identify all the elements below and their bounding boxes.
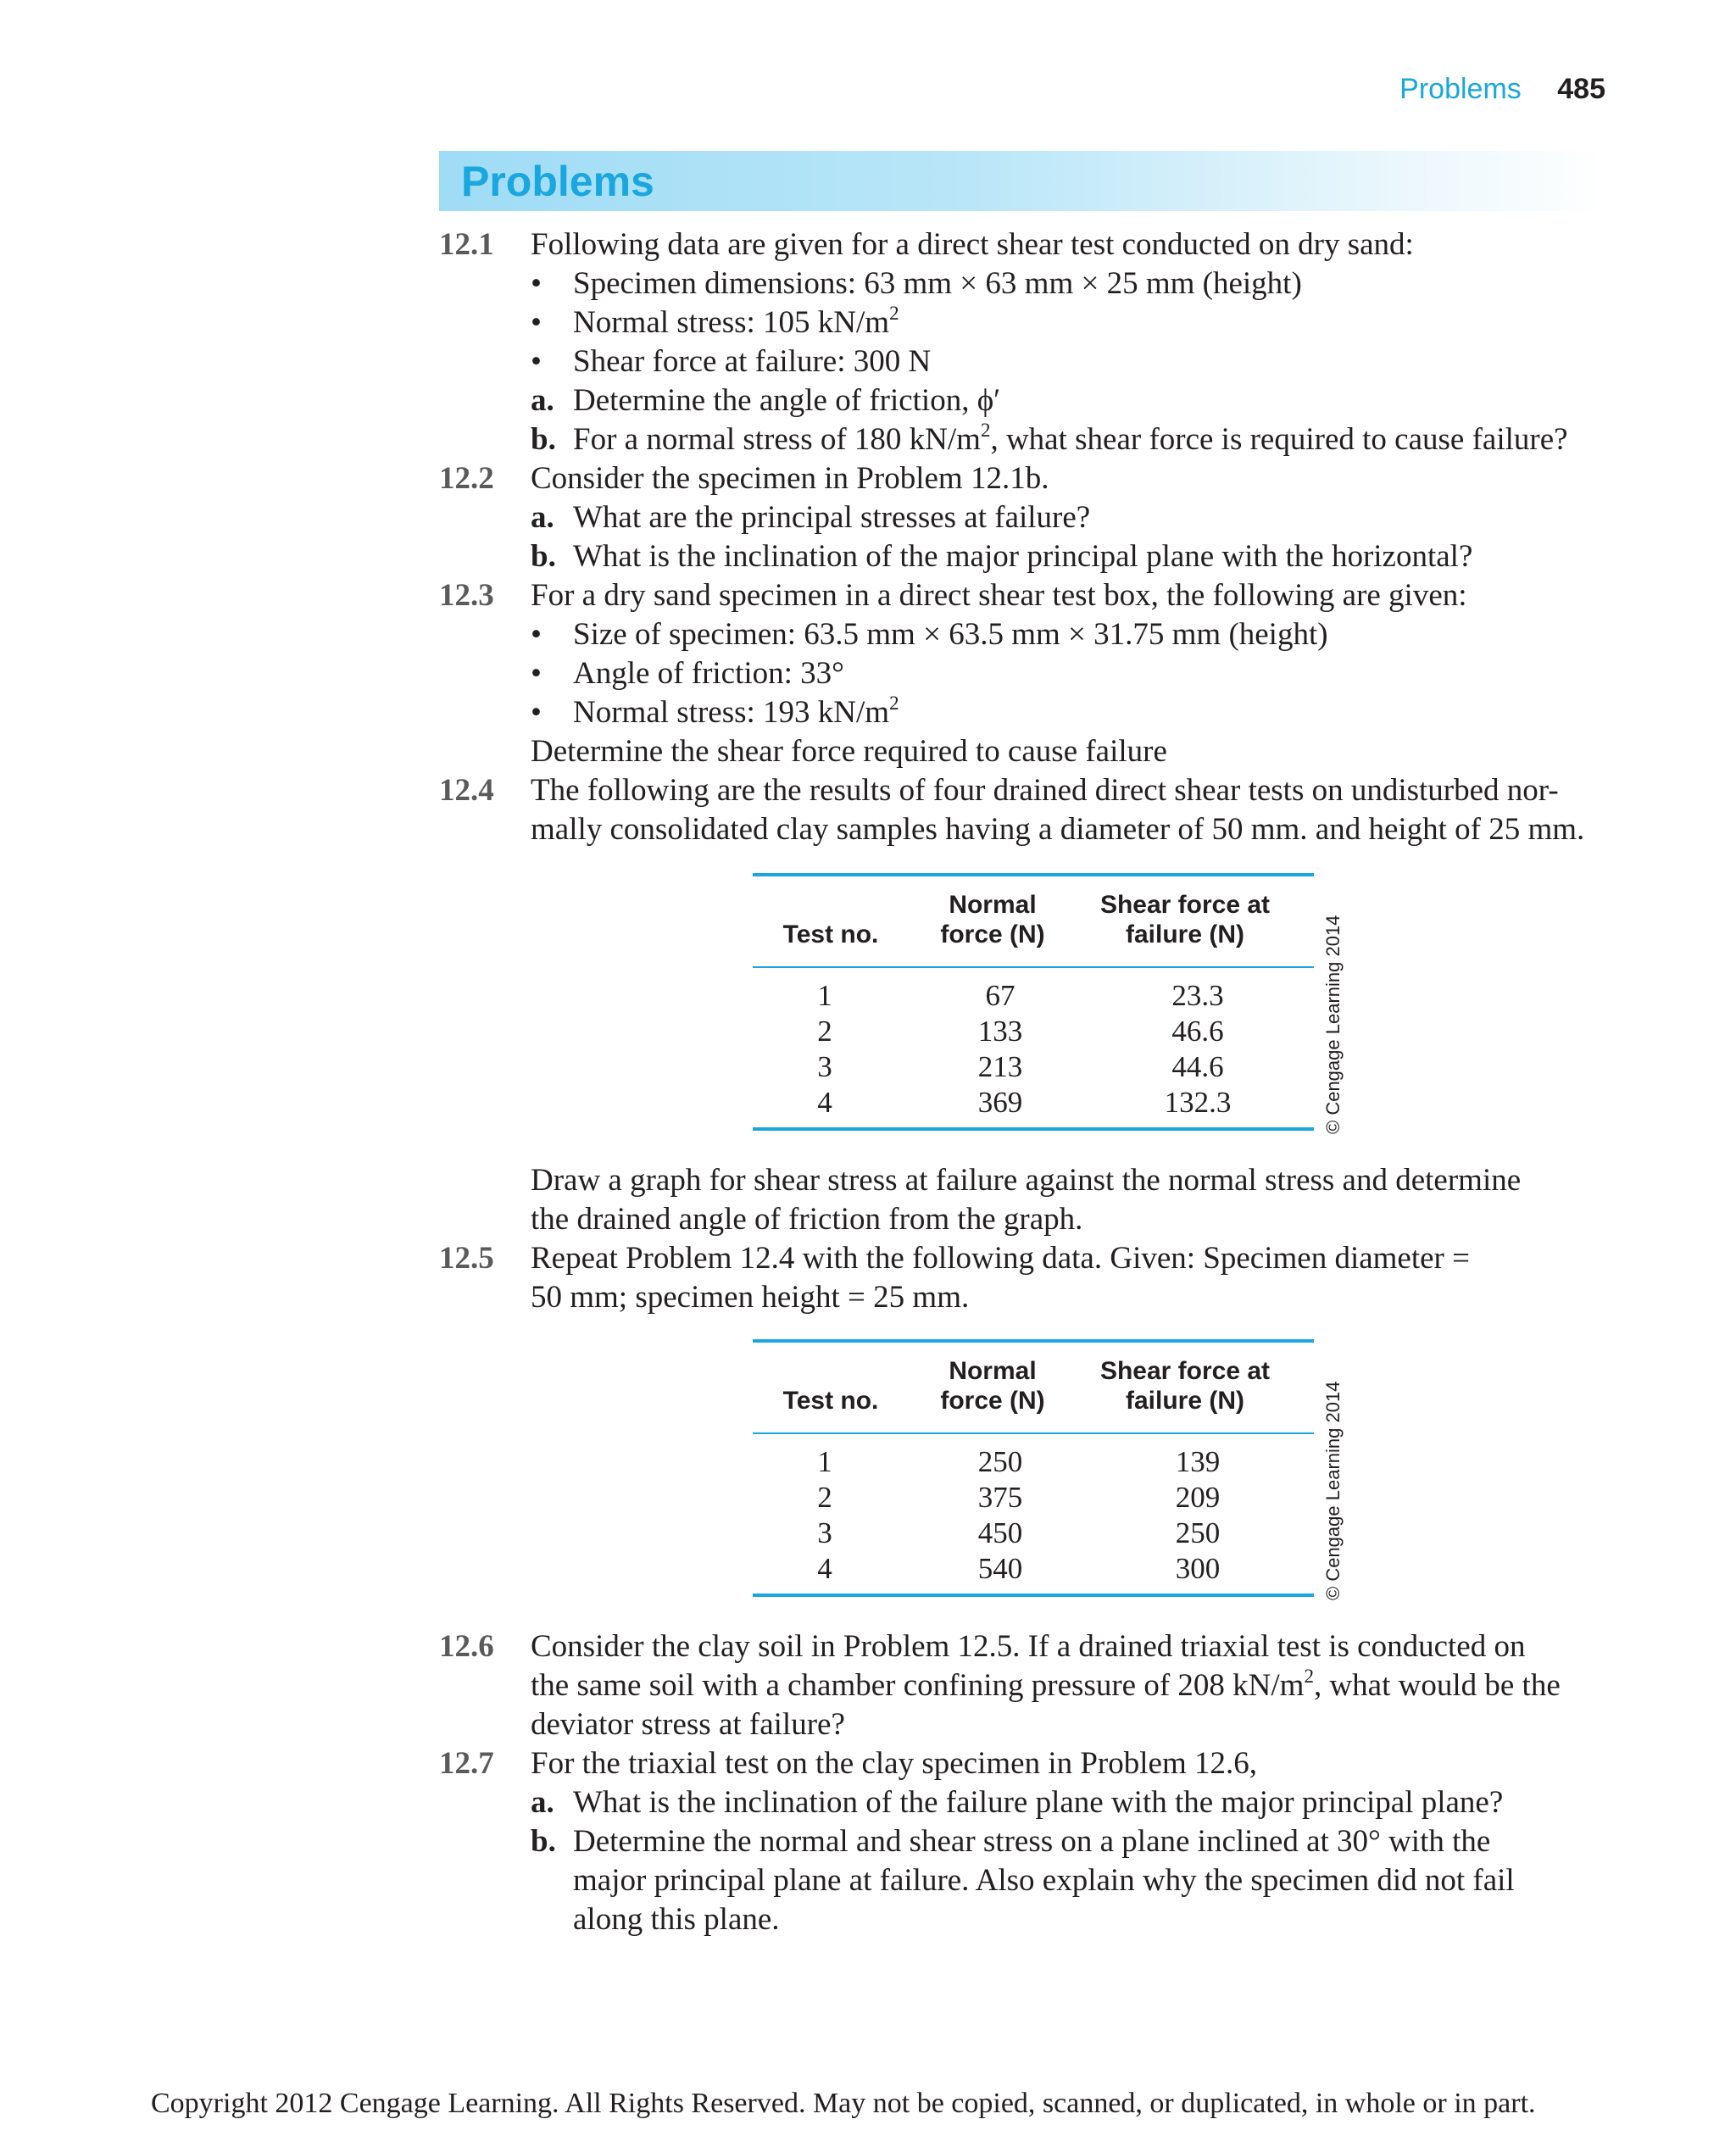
subpart-label: b. (531, 539, 556, 574)
problem-text: mally consolidated clay samples having a diameter of 50 mm. and height of 25 mm. (531, 812, 1585, 847)
bullet-text: Angle of friction: 33° (573, 656, 844, 691)
problem-intro: Following data are given for a direct shear test conducted on dry sand: (531, 227, 1414, 262)
subpart-text: Determine the normal and shear stress on a plane inclined at 30° with the (573, 1824, 1491, 1859)
bullet-icon: • (531, 695, 542, 730)
col-header-shear: failure (N) (1125, 1387, 1244, 1415)
subpart-text: What is the inclination of the failure plane with the major principal plane? (573, 1785, 1504, 1820)
footer-copyright: Copyright 2012 Cengage Learning. All Rights Reserved. May not be copied, scanned, or duplicated, in whole or in part. (151, 2088, 1536, 2119)
col-header-shear: Shear force at (1099, 1357, 1271, 1385)
col-header-shear: Shear force at (1099, 891, 1271, 919)
table-top-rule (753, 1339, 1314, 1343)
problem-text: Consider the clay soil in Problem 12.5. If a drained triaxial test is conducted on (531, 1629, 1526, 1664)
subpart-text: What is the inclination of the major principal plane with the horizontal? (573, 539, 1473, 574)
cell-shear: 132.3 (1164, 1086, 1232, 1119)
subpart-label: b. (531, 1824, 556, 1859)
problem-text: The following are the results of four drained direct shear tests on undisturbed nor- (531, 773, 1559, 808)
cell-test: 4 (817, 1086, 832, 1119)
table-header-rule (753, 966, 1314, 968)
problem-intro: Consider the specimen in Problem 12.1b. (531, 461, 1049, 496)
cell-shear: 46.6 (1171, 1015, 1224, 1048)
running-header-section: Problems (1399, 73, 1522, 105)
cell-normal: 375 (977, 1481, 1023, 1514)
bullet-icon: • (531, 617, 542, 652)
table-header-rule (753, 1432, 1314, 1434)
cell-test: 2 (817, 1015, 832, 1048)
cell-normal: 67 (985, 979, 1015, 1012)
table-top-rule (753, 873, 1314, 876)
col-header-test-no: Test no. (782, 921, 879, 948)
cell-test: 1 (817, 979, 832, 1012)
section-title: Problems (461, 158, 654, 205)
col-header-normal: Normal (949, 1357, 1037, 1385)
problem-number: 12.6 (439, 1629, 494, 1664)
cell-test: 2 (817, 1481, 832, 1514)
subpart-label: a. (531, 383, 554, 418)
bullet-text: Specimen dimensions: 63 mm × 63 mm × 25 mm (height) (573, 266, 1302, 301)
col-header-test-no: Test no. (782, 1387, 879, 1415)
cell-normal: 213 (977, 1050, 1023, 1083)
cell-normal: 450 (977, 1516, 1023, 1549)
cell-normal: 369 (977, 1086, 1023, 1119)
problem-number: 12.4 (439, 773, 494, 808)
image-credit: © Cengage Learning 2014 (1322, 1381, 1344, 1600)
problem-number: 12.7 (439, 1746, 494, 1781)
subpart-label: a. (531, 500, 554, 535)
cell-normal: 250 (977, 1445, 1023, 1478)
problem-number: 12.5 (439, 1241, 494, 1276)
problem-intro: For the triaxial test on the clay specimen in Problem 12.6, (531, 1746, 1257, 1781)
bullet-icon: • (531, 266, 542, 301)
cell-shear: 139 (1175, 1445, 1221, 1478)
col-header-normal: force (N) (940, 1387, 1045, 1415)
subpart-label: b. (531, 422, 556, 457)
running-header (1399, 73, 1605, 106)
cell-shear: 44.6 (1171, 1050, 1224, 1083)
cell-test: 4 (817, 1552, 832, 1585)
table-12-4 (753, 873, 1344, 1136)
bullet-text: Size of specimen: 63.5 mm × 63.5 mm × 31.75 mm (height) (573, 617, 1328, 652)
problem-text: deviator stress at failure? (531, 1707, 845, 1742)
subpart-label: a. (531, 1785, 554, 1820)
problem-text: the drained angle of friction from the graph. (531, 1202, 1083, 1237)
problem-text: Draw a graph for shear stress at failure against the normal stress and determine (531, 1163, 1522, 1198)
table-bottom-rule (753, 1594, 1314, 1597)
bullet-text: Normal stress: 105 $kN/m^2$ (573, 303, 899, 340)
cell-shear: 250 (1175, 1516, 1221, 1549)
bullet-icon: • (531, 656, 542, 691)
col-header-normal: force (N) (940, 921, 1045, 948)
cell-test: 3 (817, 1050, 832, 1083)
image-credit: © Cengage Learning 2014 (1322, 915, 1344, 1134)
problem-intro: For a dry sand specimen in a direct shear test box, the following are given: (531, 578, 1467, 613)
problem-number: 12.2 (439, 461, 494, 496)
cell-test: 1 (817, 1445, 832, 1478)
subpart-text: major principal plane at failure. Also explain why the specimen did not fail (573, 1863, 1515, 1898)
table-12-5 (753, 1339, 1344, 1602)
problem-number: 12.3 (439, 578, 494, 613)
subpart-text: For a normal stress of 180 $kN/m^2$, what shear force is required to cause failure? (573, 420, 1568, 457)
subpart-text: What are the principal stresses at failure? (573, 500, 1091, 535)
bullet-text: Shear force at failure: 300 N (573, 344, 932, 379)
problem-text: 50 mm; specimen height = 25 mm. (531, 1280, 970, 1315)
problem-closing: Determine the shear force required to cause failure (531, 734, 1167, 769)
cell-normal: 540 (977, 1552, 1023, 1585)
cell-shear: 300 (1175, 1552, 1221, 1585)
section-banner (439, 151, 1605, 211)
subpart-text: Determine the angle of friction, ϕ′ (573, 383, 1001, 418)
cell-shear: 23.3 (1171, 979, 1224, 1012)
col-header-normal: Normal (949, 891, 1037, 919)
problem-text: Repeat Problem 12.4 with the following data. Given: Specimen diameter = (531, 1241, 1470, 1276)
col-header-shear: failure (N) (1125, 921, 1244, 948)
bullet-icon: • (531, 305, 542, 340)
problem-text: the same soil with a chamber confining pressure of 208 $kN/m^2$, what would be the (531, 1666, 1561, 1703)
problem-number: 12.1 (439, 227, 494, 262)
bullet-text: Normal stress: 193 $kN/m^2$ (573, 692, 899, 730)
page-number: 485 (1557, 73, 1605, 105)
cell-shear: 209 (1175, 1481, 1221, 1514)
bullet-icon: • (531, 344, 542, 379)
table-bottom-rule (753, 1127, 1314, 1131)
cell-test: 3 (817, 1516, 832, 1549)
cell-normal: 133 (977, 1015, 1023, 1048)
subpart-text: along this plane. (573, 1902, 780, 1937)
